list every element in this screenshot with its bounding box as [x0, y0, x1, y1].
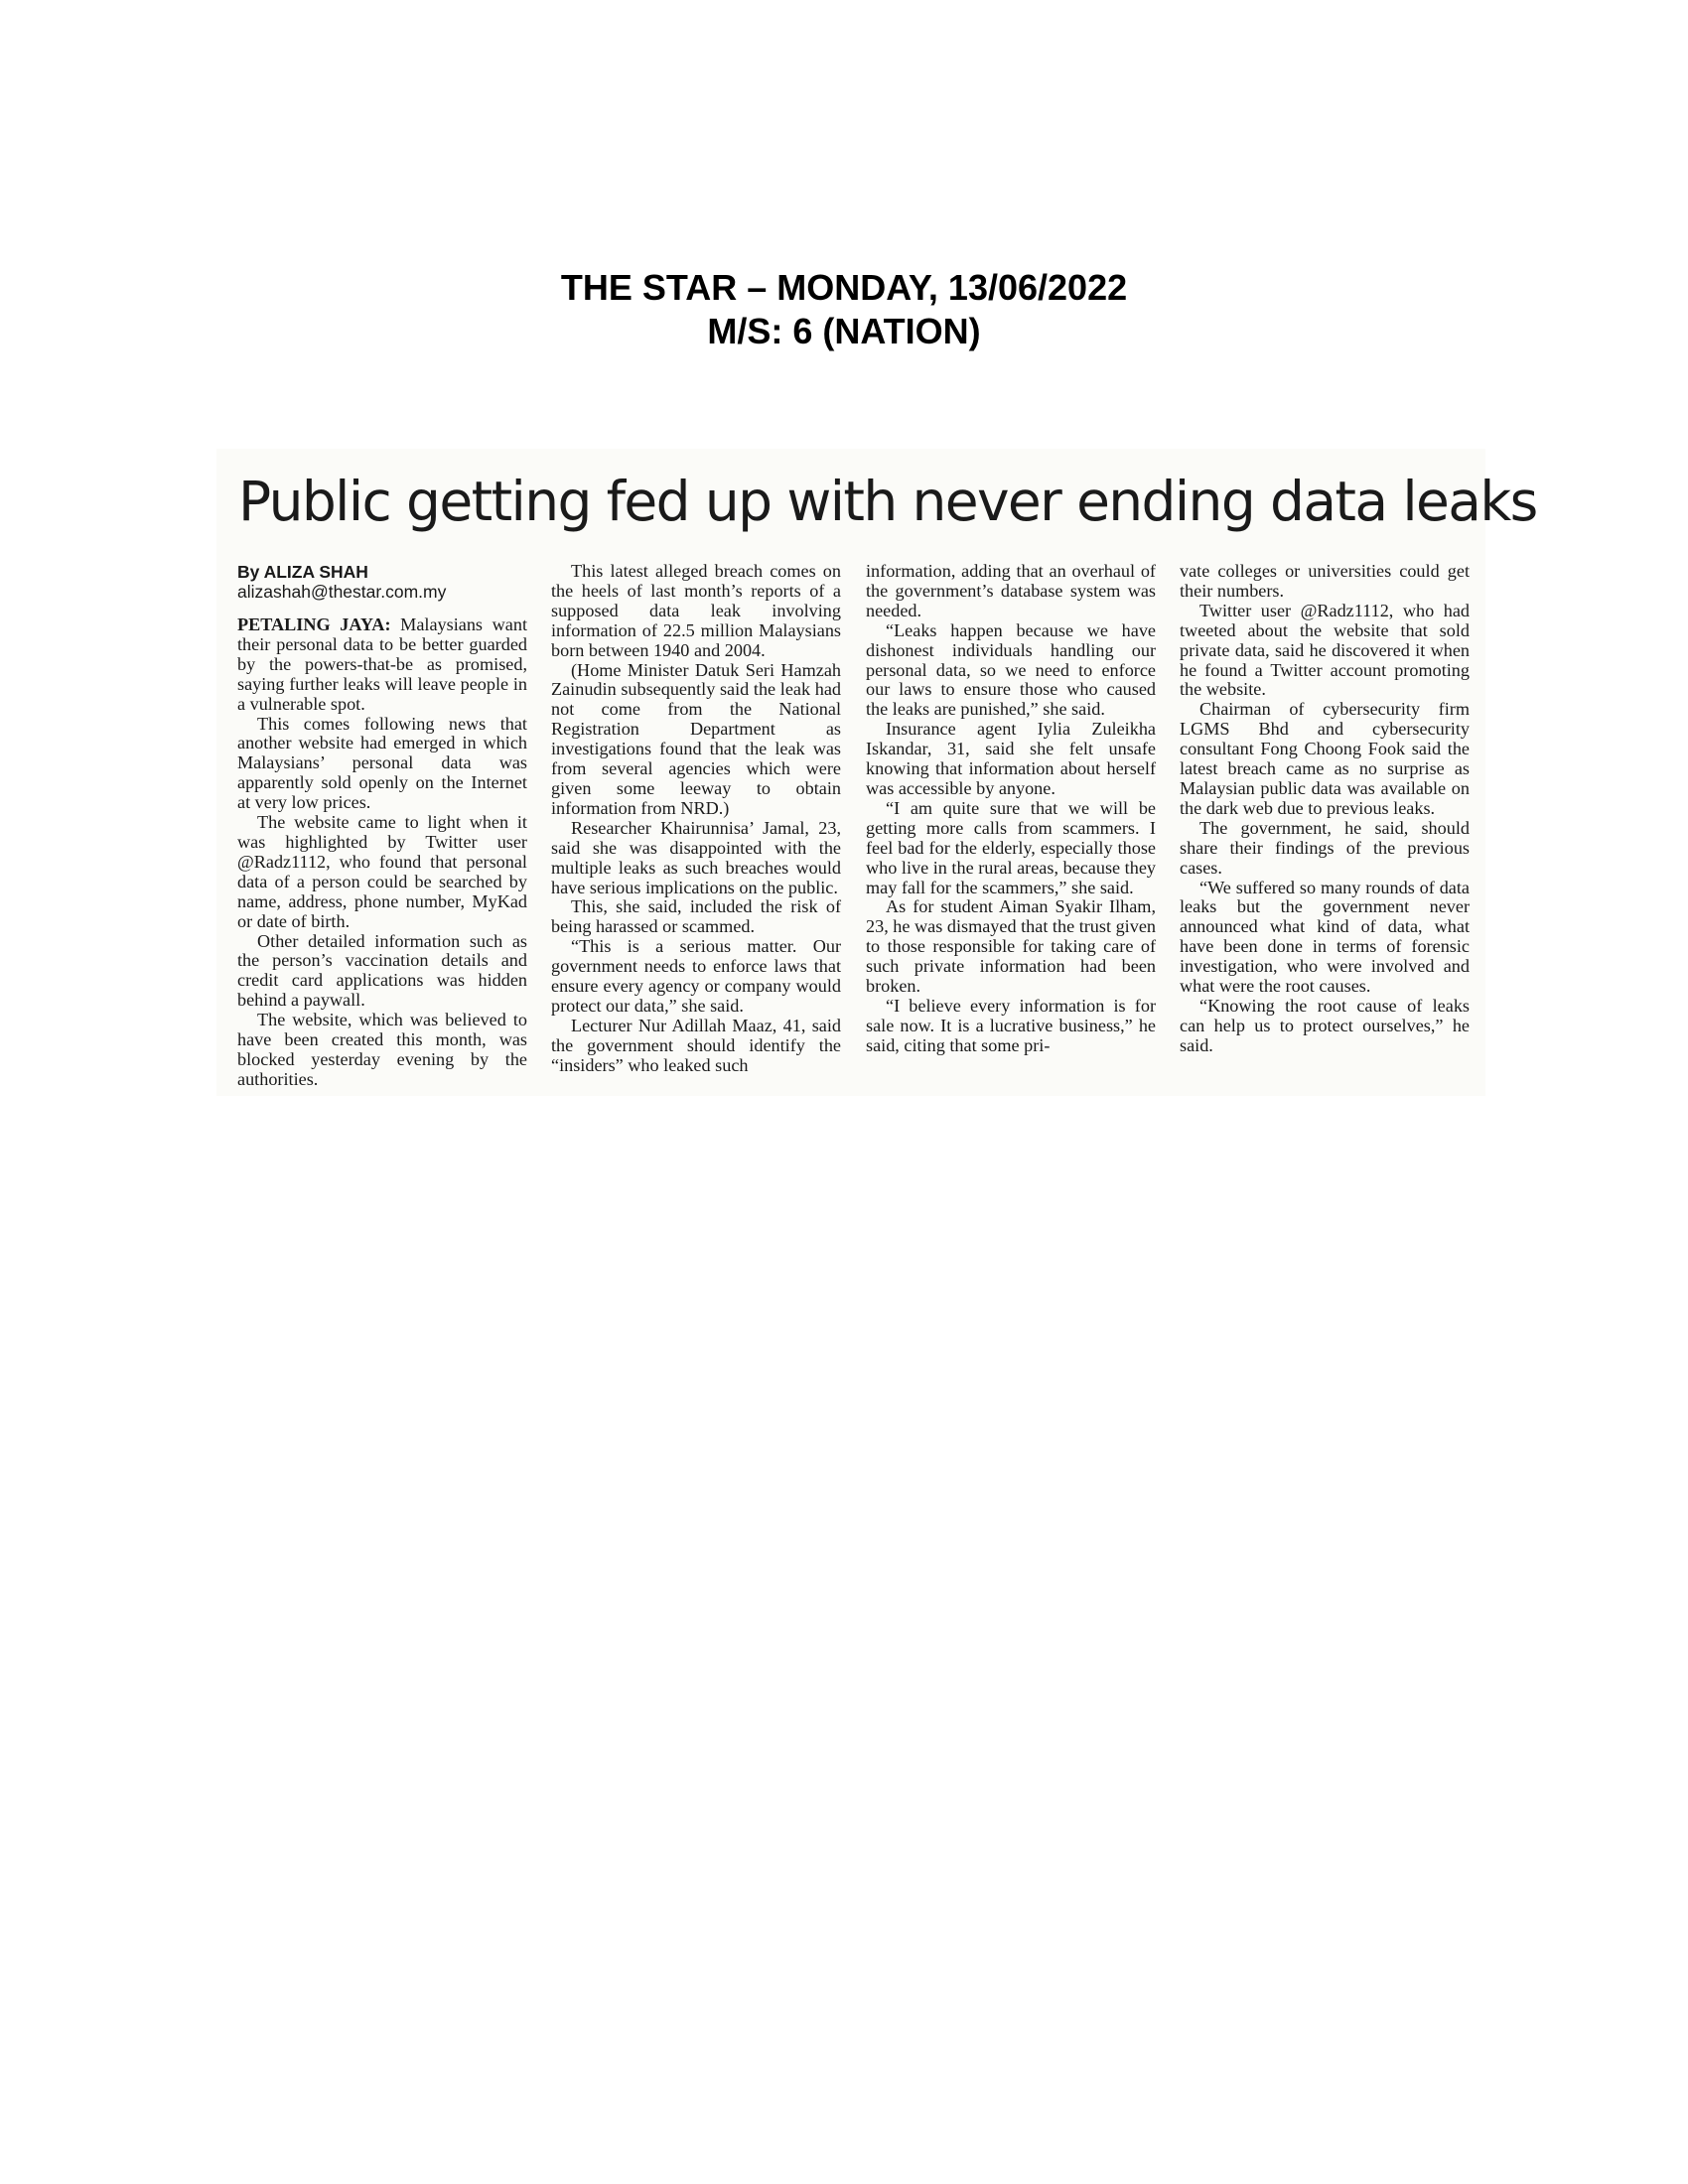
page-section-line: M/S: 6 (NATION) [707, 311, 981, 351]
article-paragraph-continued: vate colleges or universities could get their numbers. [1180, 561, 1470, 601]
publication-header [0, 266, 1688, 353]
article-paragraph: This, she said, included the risk of being harassed or scammed. [551, 896, 841, 937]
byline: By ALIZA SHAH [237, 562, 368, 582]
article-paragraph: Lecturer Nur Adillah Maaz, 41, said the government should identify the “insiders” who leaked such [551, 1015, 841, 1075]
article-column-3 [866, 562, 1156, 1056]
article-paragraph: Researcher Khairunnisa’ Jamal, 23, said she was disappointed with the multiple leaks as such breaches would have serious implications on the public. [551, 817, 841, 897]
publication-date-line: THE STAR – MONDAY, 13/06/2022 [560, 267, 1128, 308]
article-paragraph: This comes following news that another website had emerged in which Malaysians’ personal data was apparently sold openly on the Internet at very low prices. [237, 713, 527, 813]
article-paragraph: As for student Aiman Syakir Ilham, 23, he was dismayed that the trust given to those responsible for taking care of such private information had been broken. [866, 896, 1156, 997]
article-paragraph: Chairman of cybersecurity firm LGMS Bhd and cybersecurity consultant Fong Choong Fook said the latest breach came as no surprise as Malaysian public data was available on the dark web due to previous leaks. [1180, 699, 1470, 818]
article-headline: Public getting fed up with never ending data leaks [238, 470, 1537, 533]
article-paragraph: “This is a serious matter. Our government needs to enforce laws that ensure every agency or company would protect our data,” she said. [551, 936, 841, 1016]
article-paragraph: Twitter user @Radz1112, who had tweeted about the website that sold private data, said he discovered it when he found a Twitter account promoting the website. [1180, 600, 1470, 700]
article-paragraph [237, 615, 527, 715]
article-paragraph: Insurance agent Iylia Zuleikha Iskandar, 31, said she felt unsafe knowing that information about herself was accessible by anyone. [866, 719, 1156, 798]
article-paragraph: “I am quite sure that we will be getting more calls from scammers. I feel bad for the elderly, especially those who live in the rural areas, because they may fall for the scammers,” she said. [866, 797, 1156, 897]
paragraph-text: Malaysians want their personal data to be better guarded by the powers-that-be as promised, saying further leaks will leave people in a vulnerable spot. [237, 614, 528, 714]
dateline: PETALING JAYA: [237, 614, 391, 634]
article-paragraph: “Knowing the root cause of leaks can help us to protect ourselves,” he said. [1180, 995, 1470, 1055]
article-paragraph: “I believe every information is for sale now. It is a lucrative business,” he said, citing that some pri- [866, 995, 1156, 1055]
article-paragraph: “Leaks happen because we have dishonest individuals handling our personal data, so we need to enforce our laws to ensure those who caused the leaks are punished,” she said. [866, 619, 1156, 720]
author-email: alizashah@thestar.com.my [237, 582, 447, 602]
article-paragraph: This latest alleged breach comes on the heels of last month’s reports of a supposed data leak involving information of 22.5 million Malaysians born between 1940 and 2004. [551, 561, 841, 660]
article-column-1 [237, 562, 527, 1090]
article-paragraph: (Home Minister Datuk Seri Hamzah Zainudin subsequently said the leak had not come from the National Registration Department as investigations found that the leak was from several agencies which were given some leeway to obtain information from NRD.) [551, 659, 841, 818]
article-paragraph: Other detailed information such as the person’s vaccination details and credit card applications was hidden behind a paywall. [237, 930, 527, 1011]
article-paragraph: The website, which was believed to have been created this month, was blocked yesterday evening by the authorities. [237, 1010, 527, 1089]
article-paragraph: The website came to light when it was highlighted by Twitter user @Radz1112, who found that personal data of a person could be searched by name, address, phone number, MyKad or date of birth. [237, 812, 527, 931]
article-column-4 [1180, 562, 1470, 1056]
article-column-2 [551, 562, 841, 1076]
article-paragraph: The government, he said, should share their findings of the previous cases. [1180, 817, 1470, 878]
article-paragraph-continued: information, adding that an overhaul of the government’s database system was needed. [866, 561, 1156, 620]
article-paragraph: “We suffered so many rounds of data leaks but the government never announced what kind of data, what have been done in terms of forensic investigation, who were involved and what were the root causes. [1180, 877, 1470, 997]
